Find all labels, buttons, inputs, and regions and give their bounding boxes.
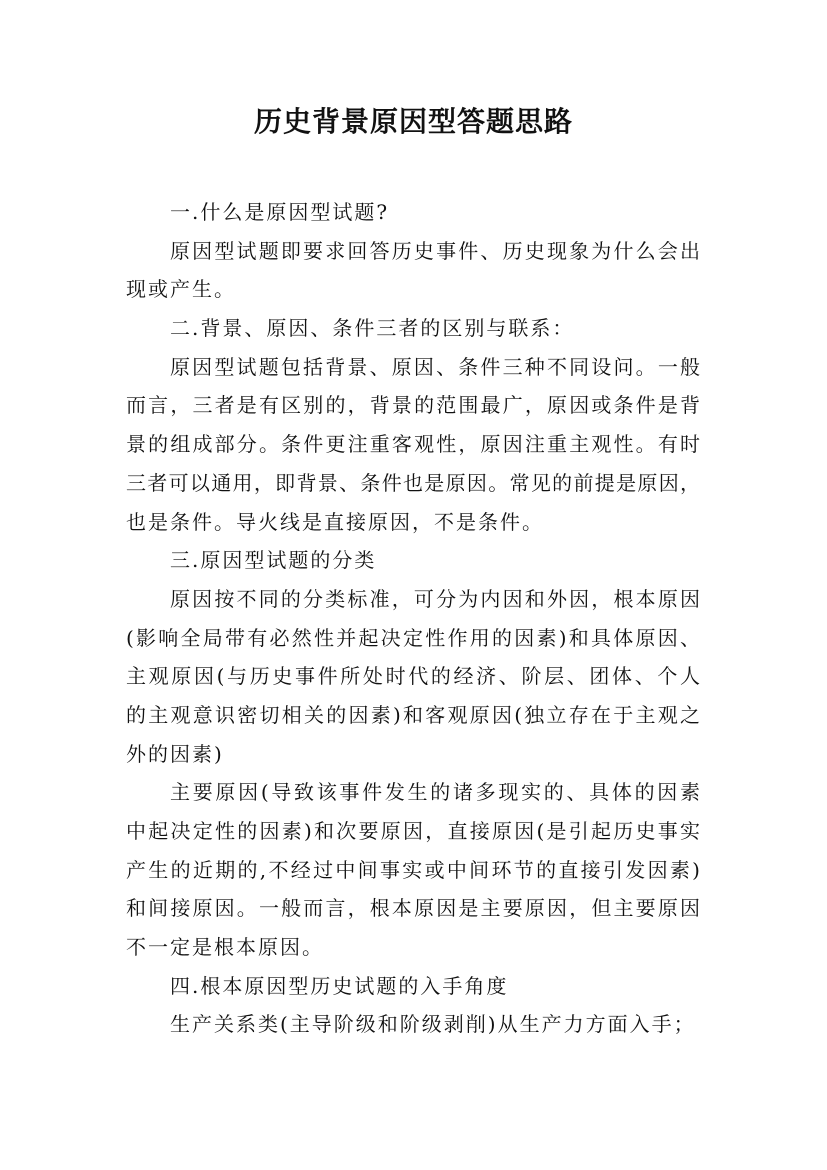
text-line: 也是条件。导火线是直接原因，不是条件。: [126, 509, 544, 534]
text-line: 二.背景、原因、条件三者的区别与联系：: [170, 316, 575, 341]
text-line: 现或产生。: [126, 277, 236, 302]
text-line: 中起决定性的因素)和次要原因，直接原因(是引起历史事实: [126, 819, 700, 843]
text-line: 而言，三者是有区别的，背景的范围最广，原因或条件是背: [126, 393, 700, 418]
paragraph: [126, 232, 700, 309]
paragraph: [126, 1005, 700, 1044]
text-line: 产生的近期的,不经过中间事实或中间环节的直接引发因素): [126, 857, 700, 882]
text-line: 主要原因(导致该事件发生的诸多现实的、具体的因素: [170, 780, 700, 805]
paragraph: [126, 541, 700, 580]
text-line: 原因按不同的分类标准，可分为内因和外因，根本原因: [170, 586, 700, 611]
text-line: 外的因素): [126, 741, 224, 766]
paragraph: [126, 309, 700, 348]
paragraph: [126, 193, 700, 232]
paragraph: [126, 967, 700, 1006]
document-body: [126, 193, 700, 1044]
text-line: 生产关系类(主导阶级和阶级剥削)从生产力方面入手；: [170, 1012, 696, 1037]
text-line: (影响全局带有必然性并起决定性作用的因素)和具体原因、: [126, 625, 700, 650]
text-line: 主观原因(与历史事件所处时代的经济、阶层、团体、个人: [126, 664, 700, 689]
text-line: 四.根本原因型历史试题的入手角度: [170, 973, 509, 998]
text-line: 原因型试题即要求回答历史事件、历史现象为什么会出: [170, 238, 700, 263]
paragraph: [126, 580, 700, 773]
text-line: 一.什么是原因型试题?: [170, 200, 390, 224]
text-line: 的主观意识密切相关的因素)和客观原因(独立存在于主观之: [126, 702, 700, 727]
text-line: 不一定是根本原因。: [126, 935, 324, 960]
text-line: 原因型试题包括背景、原因、条件三种不同设问。一般: [170, 354, 700, 379]
text-line: 和间接原因。一般而言，根本原因是主要原因，但主要原因: [126, 896, 700, 921]
paragraph: [126, 348, 700, 541]
text-line: 三.原因型试题的分类: [170, 548, 377, 573]
text-line: 景的组成部分。条件更注重客观性，原因注重主观性。有时: [126, 432, 700, 457]
page-title: 历史背景原因型答题思路: [253, 105, 573, 138]
text-line: 三者可以通用，即背景、条件也是原因。常见的前提是原因，: [126, 470, 700, 495]
paragraph: [126, 773, 700, 966]
